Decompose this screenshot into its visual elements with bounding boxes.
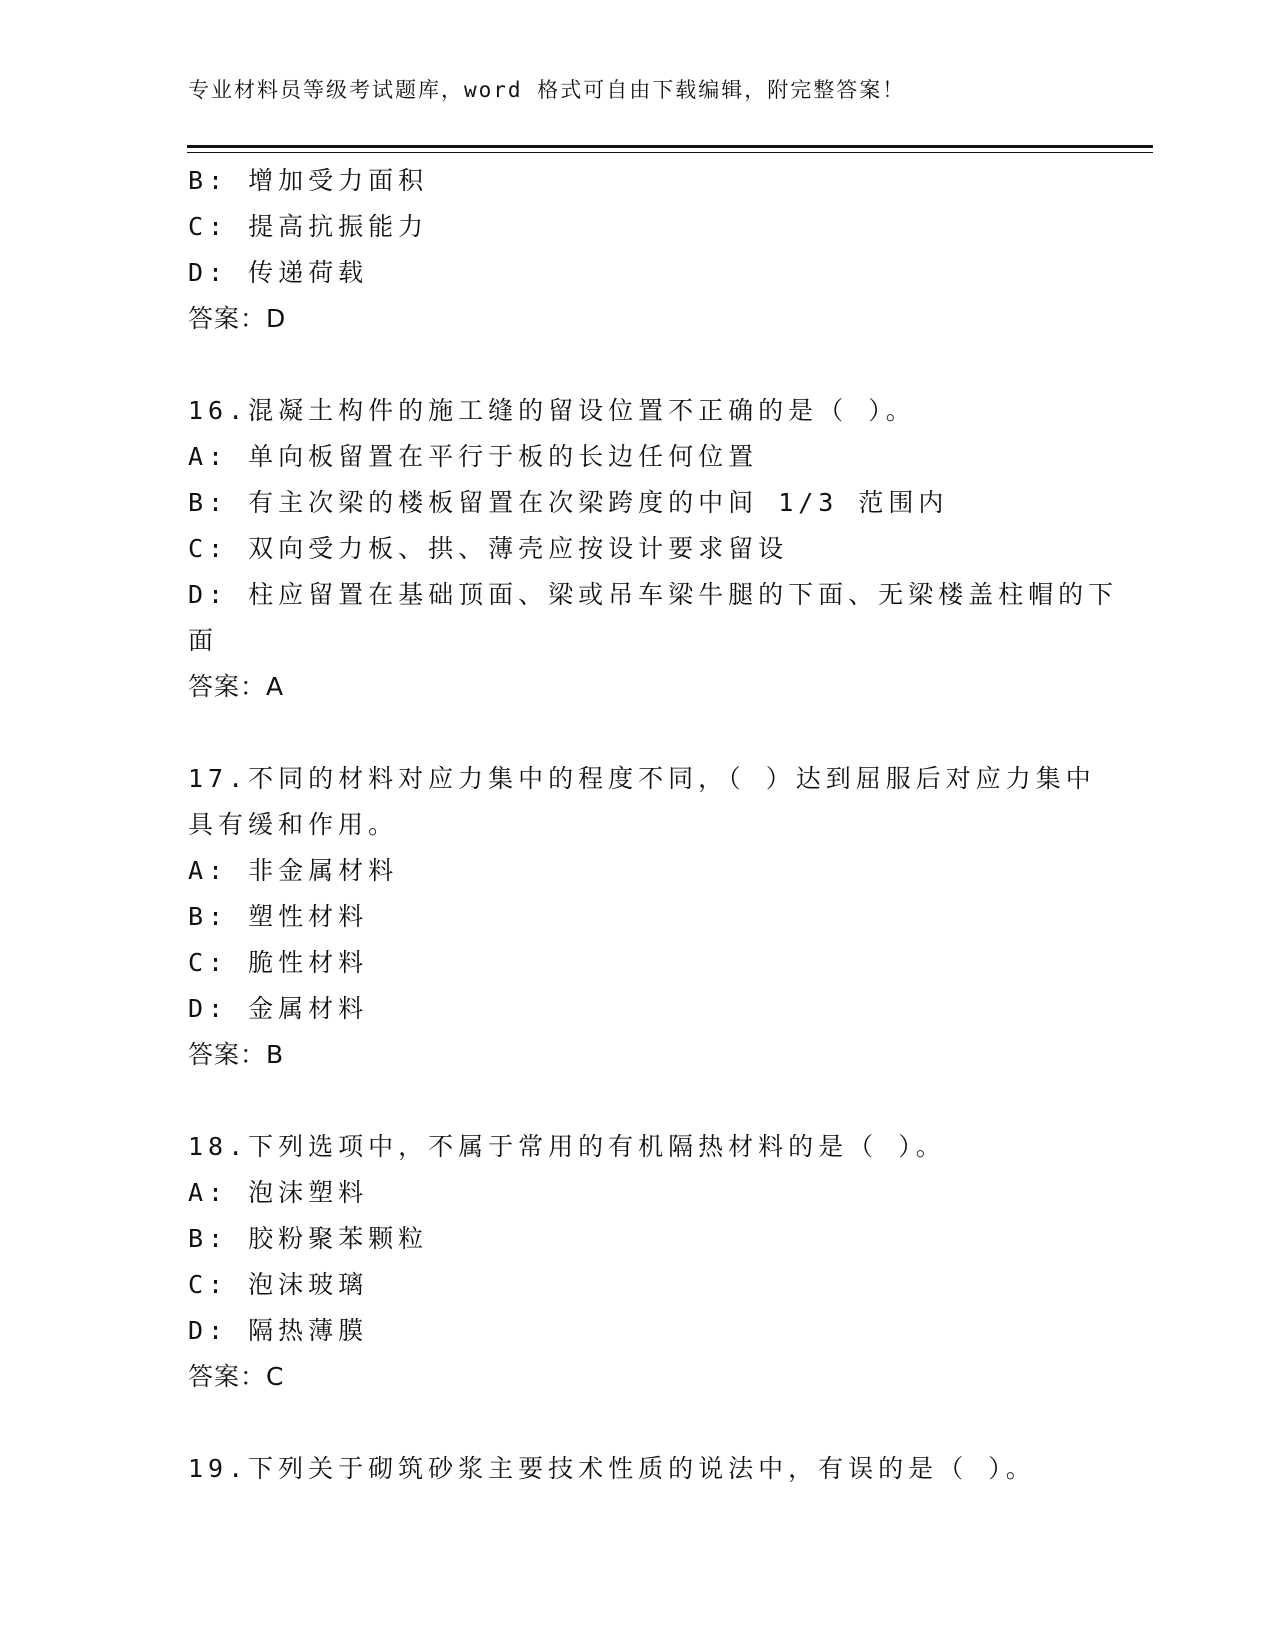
spacer (188, 1400, 1088, 1446)
question-text: 16.混凝土构件的施工缝的留设位置不正确的是（ ）。 (188, 396, 916, 425)
option-b: B: 塑性材料 (188, 902, 369, 931)
option-a: A: 单向板留置在平行于板的长边任何位置 (188, 442, 759, 471)
spacer (188, 342, 1088, 388)
answer-line: 答案：A (188, 672, 285, 701)
option-b: B: 有主次梁的楼板留置在次梁跨度的中间 1/3 范围内 (188, 488, 949, 517)
question-17-block (188, 756, 1096, 1078)
question-text: 18.下列选项中，不属于常用的有机隔热材料的是（ ）。 (188, 1132, 946, 1161)
page-header: 专业材料员等级考试题库，word 格式可自由下载编辑，附完整答案！ (188, 78, 906, 102)
header-rule-thin (187, 152, 1153, 153)
option-d-line-2: 面 (188, 626, 219, 655)
option-d-line-1: D: 柱应留置在基础顶面、梁或吊车梁牛腿的下面、无梁楼盖柱帽的下 (188, 580, 1119, 609)
answer-line: 答案：B (188, 1040, 285, 1069)
question-15-block (188, 158, 1088, 342)
question-text: 19.下列关于砌筑砂浆主要技术性质的说法中，有误的是（ ）。 (188, 1454, 1036, 1483)
question-text-line-2: 具有缓和作用。 (188, 810, 399, 839)
option-c: C: 提高抗振能力 (188, 212, 429, 241)
option-d: D: 隔热薄膜 (188, 1316, 369, 1345)
question-16-block (188, 388, 1119, 710)
question-18-block (188, 1124, 1088, 1400)
header-rule-thick (187, 145, 1153, 148)
spacer (188, 710, 1088, 756)
question-19-block (188, 1446, 1088, 1492)
option-a: A: 非金属材料 (188, 856, 399, 885)
question-list (188, 158, 1119, 1492)
option-d: D: 传递荷载 (188, 258, 369, 287)
option-a: A: 泡沫塑料 (188, 1178, 369, 1207)
answer-line: 答案：D (188, 304, 287, 333)
option-c: C: 脆性材料 (188, 948, 369, 977)
option-d: D: 金属材料 (188, 994, 369, 1023)
question-text-line-1: 17.不同的材料对应力集中的程度不同，（ ）达到屈服后对应力集中 (188, 764, 1096, 793)
spacer (188, 1078, 1088, 1124)
option-b: B: 增加受力面积 (188, 166, 429, 195)
option-c: C: 泡沫玻璃 (188, 1270, 369, 1299)
option-c: C: 双向受力板、拱、薄壳应按设计要求留设 (188, 534, 789, 563)
option-b: B: 胶粉聚苯颗粒 (188, 1224, 429, 1253)
answer-line: 答案：C (188, 1362, 285, 1391)
